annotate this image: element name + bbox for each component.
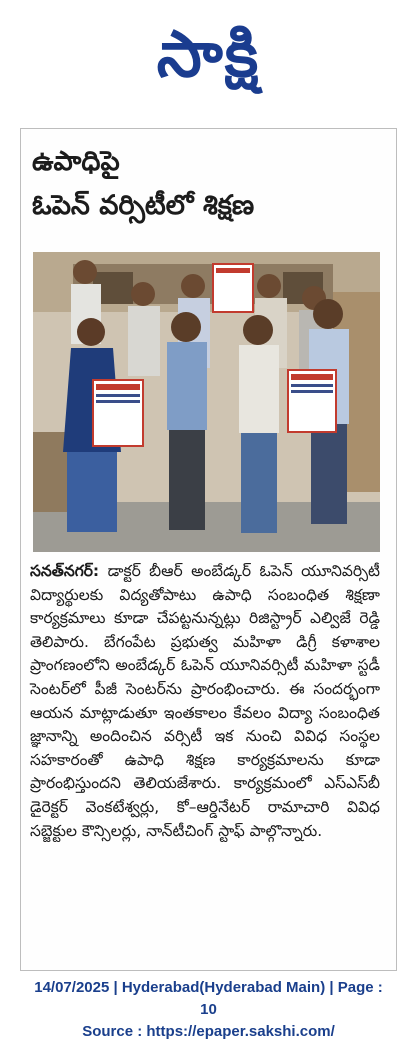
article-paragraph: డాక్టర్ బీఆర్ అంబేడ్కర్ ఓపెన్ యూనివర్సిటీ విద్యార్థులకు విద్యతోపాటు ఉపాధి సంబంధిత శిక్షణా కార్యక్రమాలు కూడా చేపట్టనున్నట్లు రిజిస్ట్రార్ ఎల్విజే రెడ్డి తెలిపారు. బేగంపేట ప్రభుత్వ మహిళా డిగ్రీ కళాశాల ప్రాంగణంలోని అంబేడ్కర్ ఓపెన్ యూనివర్సిటీ మహిళా స్టడీ సెంటర్‌లో పీజీ సెంటర్‌ను ప్రారంభించారు. ఈ సందర్భంగా ఆయన మాట్లాడుతూ ఇంతకాలం కేవలం విద్యా సంబంధిత జ్ఞానాన్ని అందించిన వర్సిటీ ఇక నుంచి వివిధ సంస్థల సహకారంతో ఉపాధి శిక్షణ కార్యక్రమాలను కూడా ప్రారంభిస్తుందని తెలియజేశారు. కార్యక్రమంలో ఎస్ఎస్‌బీ డైరెక్టర్ వెంకటేశ్వర్లు, కో–ఆర్డినేటర్ రామాచారి వివిధ సబ్జెక్టుల కౌన్సిలర్లు, నాన్‌టీచింగ్ స్టాఫ్ పాల్గొన్నారు.	[30, 562, 380, 840]
article-photo	[33, 252, 380, 552]
footer-source-link[interactable]: Source : https://epaper.sakshi.com/	[82, 1023, 335, 1040]
headline-line-1: ఉపాధిపై	[32, 146, 120, 177]
article-headline	[32, 140, 392, 228]
headline-line-2: ఓపెన్ వర్సిటీలో శిక్షణ	[32, 190, 255, 221]
article-dateline: సనత్‌నగర్:	[30, 562, 100, 580]
footer-date-edition: 14/07/2025 | Hyderabad(Hyderabad Main) | Page :	[34, 979, 383, 996]
article-body	[30, 560, 380, 843]
footer-page-number: 10	[200, 1001, 217, 1018]
group-photo	[33, 252, 380, 552]
source-footer	[0, 977, 417, 1043]
masthead-logo: సాక్షి	[156, 18, 261, 92]
masthead	[0, 0, 417, 110]
